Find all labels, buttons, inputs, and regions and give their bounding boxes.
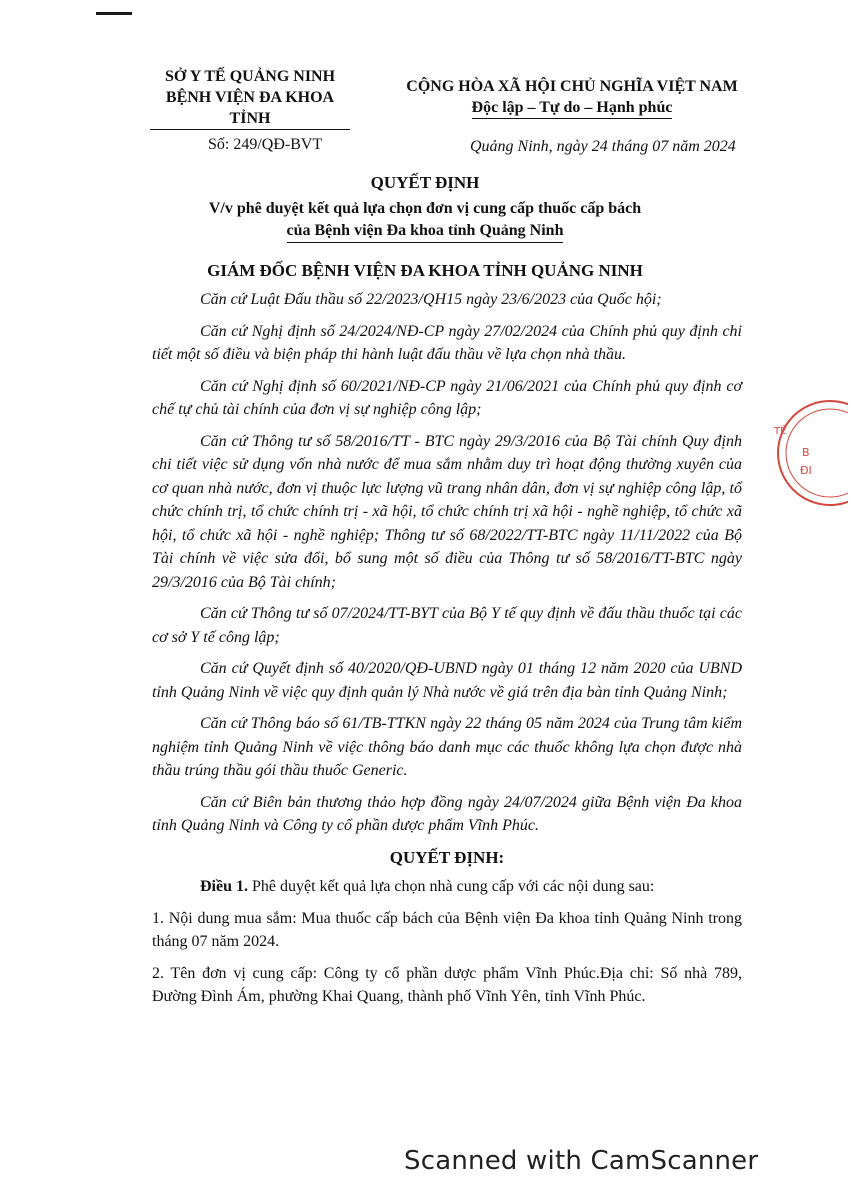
legal-basis-5: Căn cứ Thông tư số 07/2024/TT-BYT của Bộ Y tế quy định về đấu thầu thuốc tại các cơ sở Y tế công lập; xyxy=(152,605,742,646)
document-number: Số: 249/QĐ-BVT xyxy=(208,136,323,153)
svg-text:ĐI: ĐI xyxy=(800,464,812,477)
red-seal-stamp xyxy=(768,398,848,508)
country-name: CỘNG HÒA XÃ HỘI CHỦ NGHĨA VIỆT NAM xyxy=(406,78,738,95)
document-subject xyxy=(0,198,850,243)
document-body xyxy=(152,288,742,1017)
legal-basis-3: Căn cứ Nghị định số 60/2021/NĐ-CP ngày 21/06/2021 của Chính phủ quy định cơ chế tự chủ tài chính của đơn vị sự nghiệp công lập; xyxy=(152,377,742,418)
scan-mark xyxy=(96,12,132,15)
org-line-2: BỆNH VIỆN ĐA KHOA TỈNH xyxy=(150,87,350,130)
article-1 xyxy=(152,875,742,899)
legal-basis-6: Căn cứ Quyết định số 40/2020/QĐ-UBND ngày 01 tháng 12 năm 2020 của UBND tỉnh Quảng Ninh về việc quy định quản lý Nhà nước về giá trên địa bàn tỉnh Quảng Ninh; xyxy=(152,660,742,701)
document-title: QUYẾT ĐỊNH xyxy=(370,173,480,192)
svg-text:TẾ: TẾ xyxy=(774,426,787,437)
legal-basis-8: Căn cứ Biên bản thương thảo hợp đồng ngày 24/07/2024 giữa Bệnh viện Đa khoa tỉnh Quảng Ninh và Công ty cổ phần dược phẩm Vĩnh Phúc. xyxy=(152,793,742,834)
scanner-watermark: Scanned with CamScanner xyxy=(404,1146,759,1176)
article-1-item-2: 2. Tên đơn vị cung cấp: Công ty cổ phần dược phẩm Vĩnh Phúc.Địa chỉ: Số nhà 789, Đường Đình Ám, phường Khai Quang, thành phố Vĩnh Yên, tỉnh Vĩnh Phúc. xyxy=(152,964,742,1005)
svg-text:B: B xyxy=(802,446,810,459)
article-1-label: Điều 1. xyxy=(200,878,248,895)
subject-line-1: V/v phê duyệt kết quả lựa chọn đơn vị cung cấp thuốc cấp bách xyxy=(208,200,642,217)
motto: Độc lập – Tự do – Hạnh phúc xyxy=(472,97,673,119)
issuing-organization xyxy=(150,66,350,130)
legal-basis-7: Căn cứ Thông báo số 61/TB-TTKN ngày 22 tháng 05 năm 2024 của Trung tâm kiểm nghiệm tỉnh Quảng Ninh về việc thông báo danh mục các thuốc không lựa chọn được nhà thầu trúng thầu gói thầu thuốc Generic. xyxy=(152,715,742,779)
article-1-item-1: 1. Nội dung mua sắm: Mua thuốc cấp bách của Bệnh viện Đa khoa tỉnh Quảng Ninh trong tháng 07 năm 2024. xyxy=(152,909,742,950)
authority-heading: GIÁM ĐỐC BỆNH VIỆN ĐA KHOA TỈNH QUẢNG NINH xyxy=(207,261,643,280)
subject-line-2: của Bệnh viện Đa khoa tỉnh Quảng Ninh xyxy=(287,220,564,243)
decision-heading: QUYẾT ĐỊNH: xyxy=(389,847,505,867)
date-place: Quảng Ninh, ngày 24 tháng 07 năm 2024 xyxy=(470,138,736,155)
legal-basis-1: Căn cứ Luật Đấu thầu số 22/2023/QH15 ngày 23/6/2023 của Quốc hội; xyxy=(200,291,662,308)
article-1-text: Phê duyệt kết quả lựa chọn nhà cung cấp với các nội dung sau: xyxy=(248,878,655,895)
org-line-1: SỞ Y TẾ QUẢNG NINH xyxy=(164,68,336,85)
national-motto xyxy=(396,76,748,119)
legal-basis-4: Căn cứ Thông tư số 58/2016/TT - BTC ngày 29/3/2016 của Bộ Tài chính Quy định chi tiết việc sử dụng vốn nhà nước để mua sắm nhằm duy trì hoạt động thường xuyên của cơ quan nhà nước, đơn vị thuộc lực lượng vũ trang nhân dân, đơn vị sự nghiệp công lập, tổ chức chính trị, tổ chức chính trị - xã hội, tổ chức chính trị xã hội - nghề nghiệp, tổ chức xã hội, tổ chức xã hội - nghề nghiệp; Thông tư số 68/2022/TT-BTC ngày 11/11/2022 của Bộ Tài chính về việc sửa đổi, bổ sung một số điều của Thông tư số 58/2016/TT-BTC ngày 29/3/2016 của Bộ Tài chính; xyxy=(152,432,742,591)
legal-basis-2: Căn cứ Nghị định số 24/2024/NĐ-CP ngày 27/02/2024 của Chính phủ quy định chi tiết một số điều và biện pháp thi hành luật đấu thầu về lựa chọn nhà thầu. xyxy=(152,322,742,363)
